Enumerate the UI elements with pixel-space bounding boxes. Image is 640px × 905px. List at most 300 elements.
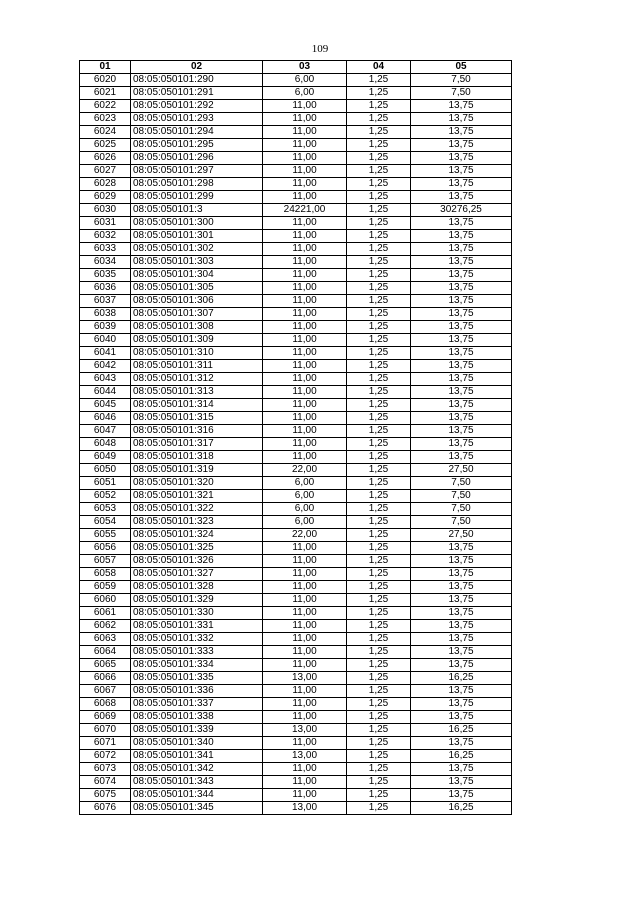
- area-cell: 11,00: [263, 373, 347, 386]
- coefficient-cell: 1,25: [347, 399, 411, 412]
- coefficient-cell: 1,25: [347, 386, 411, 399]
- row-number-cell: 6034: [80, 256, 131, 269]
- table-row: [80, 477, 512, 490]
- area-cell: 11,00: [263, 776, 347, 789]
- row-number-cell: 6072: [80, 750, 131, 763]
- total-cell: 13,75: [411, 451, 512, 464]
- total-cell: 13,75: [411, 360, 512, 373]
- row-number-cell: 6050: [80, 464, 131, 477]
- area-cell: 11,00: [263, 698, 347, 711]
- table-row: [80, 412, 512, 425]
- table-row: [80, 685, 512, 698]
- coefficient-cell: 1,25: [347, 360, 411, 373]
- coefficient-cell: 1,25: [347, 763, 411, 776]
- coefficient-cell: 1,25: [347, 152, 411, 165]
- cadastral-number-cell: 08:05:050101:301: [131, 230, 263, 243]
- table-row: [80, 152, 512, 165]
- coefficient-cell: 1,25: [347, 737, 411, 750]
- cadastral-number-cell: 08:05:050101:313: [131, 386, 263, 399]
- table-row: [80, 490, 512, 503]
- table-row: [80, 191, 512, 204]
- area-cell: 11,00: [263, 191, 347, 204]
- row-number-cell: 6020: [80, 74, 131, 87]
- column-header-05: 05: [411, 61, 512, 74]
- total-cell: 13,75: [411, 412, 512, 425]
- coefficient-cell: 1,25: [347, 568, 411, 581]
- coefficient-cell: 1,25: [347, 347, 411, 360]
- row-number-cell: 6075: [80, 789, 131, 802]
- page-number: 109: [311, 43, 329, 55]
- row-number-cell: 6037: [80, 295, 131, 308]
- cadastral-number-cell: 08:05:050101:299: [131, 191, 263, 204]
- cadastral-number-cell: 08:05:050101:311: [131, 360, 263, 373]
- table-row: [80, 555, 512, 568]
- row-number-cell: 6029: [80, 191, 131, 204]
- row-number-cell: 6043: [80, 373, 131, 386]
- total-cell: 13,75: [411, 269, 512, 282]
- coefficient-cell: 1,25: [347, 204, 411, 217]
- row-number-cell: 6038: [80, 308, 131, 321]
- row-number-cell: 6035: [80, 269, 131, 282]
- row-number-cell: 6060: [80, 594, 131, 607]
- area-cell: 11,00: [263, 243, 347, 256]
- area-cell: 11,00: [263, 425, 347, 438]
- cadastral-number-cell: 08:05:050101:324: [131, 529, 263, 542]
- coefficient-cell: 1,25: [347, 516, 411, 529]
- table-row: [80, 321, 512, 334]
- area-cell: 11,00: [263, 568, 347, 581]
- area-cell: 22,00: [263, 464, 347, 477]
- total-cell: 13,75: [411, 633, 512, 646]
- total-cell: 13,75: [411, 321, 512, 334]
- coefficient-cell: 1,25: [347, 139, 411, 152]
- table-row: [80, 542, 512, 555]
- row-number-cell: 6062: [80, 620, 131, 633]
- coefficient-cell: 1,25: [347, 464, 411, 477]
- row-number-cell: 6039: [80, 321, 131, 334]
- area-cell: 13,00: [263, 802, 347, 815]
- area-cell: 11,00: [263, 321, 347, 334]
- total-cell: 13,75: [411, 373, 512, 386]
- area-cell: 11,00: [263, 217, 347, 230]
- row-number-cell: 6036: [80, 282, 131, 295]
- row-number-cell: 6051: [80, 477, 131, 490]
- total-cell: 13,75: [411, 646, 512, 659]
- area-cell: 11,00: [263, 126, 347, 139]
- total-cell: 13,75: [411, 425, 512, 438]
- cadastral-number-cell: 08:05:050101:322: [131, 503, 263, 516]
- total-cell: 13,75: [411, 165, 512, 178]
- total-cell: 30276,25: [411, 204, 512, 217]
- coefficient-cell: 1,25: [347, 243, 411, 256]
- table-row: [80, 139, 512, 152]
- table-row: [80, 256, 512, 269]
- column-header-02: 02: [131, 61, 263, 74]
- cadastral-number-cell: 08:05:050101:320: [131, 477, 263, 490]
- area-cell: 11,00: [263, 555, 347, 568]
- row-number-cell: 6028: [80, 178, 131, 191]
- row-number-cell: 6058: [80, 568, 131, 581]
- cadastral-number-cell: 08:05:050101:344: [131, 789, 263, 802]
- area-cell: 11,00: [263, 360, 347, 373]
- cadastral-number-cell: 08:05:050101:307: [131, 308, 263, 321]
- area-cell: 6,00: [263, 477, 347, 490]
- table-row: [80, 451, 512, 464]
- table-row: [80, 581, 512, 594]
- total-cell: 7,50: [411, 477, 512, 490]
- row-number-cell: 6048: [80, 438, 131, 451]
- coefficient-cell: 1,25: [347, 789, 411, 802]
- area-cell: 11,00: [263, 139, 347, 152]
- cadastral-number-cell: 08:05:050101:304: [131, 269, 263, 282]
- table-row: [80, 750, 512, 763]
- area-cell: 11,00: [263, 438, 347, 451]
- area-cell: 11,00: [263, 100, 347, 113]
- total-cell: 13,75: [411, 542, 512, 555]
- coefficient-cell: 1,25: [347, 295, 411, 308]
- coefficient-cell: 1,25: [347, 542, 411, 555]
- row-number-cell: 6047: [80, 425, 131, 438]
- coefficient-cell: 1,25: [347, 191, 411, 204]
- table-row: [80, 568, 512, 581]
- area-cell: 11,00: [263, 308, 347, 321]
- total-cell: 13,75: [411, 178, 512, 191]
- total-cell: 13,75: [411, 399, 512, 412]
- coefficient-cell: 1,25: [347, 74, 411, 87]
- total-cell: 13,75: [411, 620, 512, 633]
- total-cell: 13,75: [411, 438, 512, 451]
- table-row: [80, 659, 512, 672]
- coefficient-cell: 1,25: [347, 503, 411, 516]
- row-number-cell: 6027: [80, 165, 131, 178]
- cadastral-number-cell: 08:05:050101:343: [131, 776, 263, 789]
- row-number-cell: 6025: [80, 139, 131, 152]
- area-cell: 6,00: [263, 490, 347, 503]
- total-cell: 13,75: [411, 555, 512, 568]
- total-cell: 13,75: [411, 347, 512, 360]
- cadastral-number-cell: 08:05:050101:342: [131, 763, 263, 776]
- total-cell: 13,75: [411, 217, 512, 230]
- table-row: [80, 204, 512, 217]
- row-number-cell: 6061: [80, 607, 131, 620]
- coefficient-cell: 1,25: [347, 451, 411, 464]
- row-number-cell: 6030: [80, 204, 131, 217]
- area-cell: 11,00: [263, 334, 347, 347]
- cadastral-number-cell: 08:05:050101:314: [131, 399, 263, 412]
- cadastral-number-cell: 08:05:050101:332: [131, 633, 263, 646]
- coefficient-cell: 1,25: [347, 581, 411, 594]
- column-header-04: 04: [347, 61, 411, 74]
- table-row: [80, 503, 512, 516]
- row-number-cell: 6055: [80, 529, 131, 542]
- coefficient-cell: 1,25: [347, 685, 411, 698]
- area-cell: 11,00: [263, 581, 347, 594]
- table-row: [80, 802, 512, 815]
- coefficient-cell: 1,25: [347, 529, 411, 542]
- coefficient-cell: 1,25: [347, 555, 411, 568]
- cadastral-number-cell: 08:05:050101:290: [131, 74, 263, 87]
- cadastral-number-cell: 08:05:050101:327: [131, 568, 263, 581]
- coefficient-cell: 1,25: [347, 217, 411, 230]
- area-cell: 6,00: [263, 503, 347, 516]
- total-cell: 16,25: [411, 724, 512, 737]
- cadastral-number-cell: 08:05:050101:295: [131, 139, 263, 152]
- cadastral-number-cell: 08:05:050101:291: [131, 87, 263, 100]
- table-row: [80, 711, 512, 724]
- table-row: [80, 243, 512, 256]
- coefficient-cell: 1,25: [347, 633, 411, 646]
- cadastral-number-cell: 08:05:050101:317: [131, 438, 263, 451]
- coefficient-cell: 1,25: [347, 594, 411, 607]
- coefficient-cell: 1,25: [347, 646, 411, 659]
- total-cell: 13,75: [411, 113, 512, 126]
- row-number-cell: 6057: [80, 555, 131, 568]
- row-number-cell: 6073: [80, 763, 131, 776]
- area-cell: 11,00: [263, 594, 347, 607]
- total-cell: 13,75: [411, 386, 512, 399]
- area-cell: 11,00: [263, 542, 347, 555]
- table-row: [80, 269, 512, 282]
- table-row: [80, 438, 512, 451]
- total-cell: 13,75: [411, 295, 512, 308]
- coefficient-cell: 1,25: [347, 776, 411, 789]
- table-row: [80, 230, 512, 243]
- table-row: [80, 698, 512, 711]
- cadastral-number-cell: 08:05:050101:321: [131, 490, 263, 503]
- total-cell: 13,75: [411, 139, 512, 152]
- row-number-cell: 6040: [80, 334, 131, 347]
- table-row: [80, 399, 512, 412]
- total-cell: 16,25: [411, 672, 512, 685]
- table-row: [80, 386, 512, 399]
- table-row: [80, 282, 512, 295]
- total-cell: 13,75: [411, 100, 512, 113]
- coefficient-cell: 1,25: [347, 438, 411, 451]
- cadastral-number-cell: 08:05:050101:319: [131, 464, 263, 477]
- coefficient-cell: 1,25: [347, 724, 411, 737]
- cadastral-number-cell: 08:05:050101:337: [131, 698, 263, 711]
- total-cell: 7,50: [411, 74, 512, 87]
- cadastral-number-cell: 08:05:050101:338: [131, 711, 263, 724]
- coefficient-cell: 1,25: [347, 321, 411, 334]
- total-cell: 13,75: [411, 230, 512, 243]
- table-row: [80, 672, 512, 685]
- cadastral-number-cell: 08:05:050101:296: [131, 152, 263, 165]
- total-cell: 13,75: [411, 737, 512, 750]
- row-number-cell: 6023: [80, 113, 131, 126]
- cadastral-number-cell: 08:05:050101:333: [131, 646, 263, 659]
- row-number-cell: 6064: [80, 646, 131, 659]
- row-number-cell: 6041: [80, 347, 131, 360]
- row-number-cell: 6026: [80, 152, 131, 165]
- cadastral-number-cell: 08:05:050101:294: [131, 126, 263, 139]
- total-cell: 13,75: [411, 789, 512, 802]
- area-cell: 11,00: [263, 256, 347, 269]
- area-cell: 11,00: [263, 763, 347, 776]
- cadastral-number-cell: 08:05:050101:3: [131, 204, 263, 217]
- area-cell: 11,00: [263, 789, 347, 802]
- coefficient-cell: 1,25: [347, 607, 411, 620]
- table-row: [80, 607, 512, 620]
- area-cell: 11,00: [263, 607, 347, 620]
- table-row: [80, 126, 512, 139]
- table-row: [80, 737, 512, 750]
- cadastral-number-cell: 08:05:050101:325: [131, 542, 263, 555]
- total-cell: 27,50: [411, 529, 512, 542]
- area-cell: 11,00: [263, 412, 347, 425]
- cadastral-number-cell: 08:05:050101:331: [131, 620, 263, 633]
- row-number-cell: 6046: [80, 412, 131, 425]
- area-cell: 6,00: [263, 74, 347, 87]
- cadastral-number-cell: 08:05:050101:308: [131, 321, 263, 334]
- area-cell: 11,00: [263, 295, 347, 308]
- area-cell: 11,00: [263, 646, 347, 659]
- cadastral-number-cell: 08:05:050101:302: [131, 243, 263, 256]
- area-cell: 11,00: [263, 230, 347, 243]
- table-row: [80, 373, 512, 386]
- table-row: [80, 646, 512, 659]
- area-cell: 11,00: [263, 633, 347, 646]
- area-cell: 11,00: [263, 165, 347, 178]
- area-cell: 13,00: [263, 750, 347, 763]
- total-cell: 13,75: [411, 191, 512, 204]
- coefficient-cell: 1,25: [347, 490, 411, 503]
- total-cell: 7,50: [411, 503, 512, 516]
- area-cell: 13,00: [263, 724, 347, 737]
- row-number-cell: 6053: [80, 503, 131, 516]
- table-row: [80, 594, 512, 607]
- coefficient-cell: 1,25: [347, 256, 411, 269]
- table-row: [80, 516, 512, 529]
- row-number-cell: 6042: [80, 360, 131, 373]
- row-number-cell: 6022: [80, 100, 131, 113]
- table-row: [80, 360, 512, 373]
- coefficient-cell: 1,25: [347, 308, 411, 321]
- total-cell: 16,25: [411, 802, 512, 815]
- total-cell: 13,75: [411, 308, 512, 321]
- area-cell: 11,00: [263, 178, 347, 191]
- cadastral-number-cell: 08:05:050101:292: [131, 100, 263, 113]
- area-cell: 11,00: [263, 152, 347, 165]
- row-number-cell: 6032: [80, 230, 131, 243]
- area-cell: 11,00: [263, 620, 347, 633]
- total-cell: 13,75: [411, 243, 512, 256]
- total-cell: 13,75: [411, 607, 512, 620]
- cadastral-number-cell: 08:05:050101:310: [131, 347, 263, 360]
- table-row: [80, 529, 512, 542]
- table-row: [80, 74, 512, 87]
- cadastral-number-cell: 08:05:050101:336: [131, 685, 263, 698]
- total-cell: 13,75: [411, 126, 512, 139]
- table-row: [80, 295, 512, 308]
- coefficient-cell: 1,25: [347, 100, 411, 113]
- cadastral-number-cell: 08:05:050101:297: [131, 165, 263, 178]
- row-number-cell: 6074: [80, 776, 131, 789]
- total-cell: 27,50: [411, 464, 512, 477]
- area-cell: 11,00: [263, 282, 347, 295]
- total-cell: 13,75: [411, 698, 512, 711]
- total-cell: 7,50: [411, 87, 512, 100]
- table-row: [80, 347, 512, 360]
- coefficient-cell: 1,25: [347, 698, 411, 711]
- row-number-cell: 6069: [80, 711, 131, 724]
- total-cell: 13,75: [411, 568, 512, 581]
- coefficient-cell: 1,25: [347, 477, 411, 490]
- cadastral-number-cell: 08:05:050101:340: [131, 737, 263, 750]
- cadastral-number-cell: 08:05:050101:323: [131, 516, 263, 529]
- cadastral-number-cell: 08:05:050101:341: [131, 750, 263, 763]
- cadastral-number-cell: 08:05:050101:315: [131, 412, 263, 425]
- coefficient-cell: 1,25: [347, 230, 411, 243]
- row-number-cell: 6066: [80, 672, 131, 685]
- total-cell: 16,25: [411, 750, 512, 763]
- coefficient-cell: 1,25: [347, 165, 411, 178]
- cadastral-number-cell: 08:05:050101:328: [131, 581, 263, 594]
- area-cell: 11,00: [263, 113, 347, 126]
- row-number-cell: 6024: [80, 126, 131, 139]
- cadastral-number-cell: 08:05:050101:316: [131, 425, 263, 438]
- area-cell: 11,00: [263, 737, 347, 750]
- area-cell: 11,00: [263, 659, 347, 672]
- table-row: [80, 165, 512, 178]
- coefficient-cell: 1,25: [347, 711, 411, 724]
- total-cell: 13,75: [411, 581, 512, 594]
- table-row: [80, 425, 512, 438]
- area-cell: 11,00: [263, 269, 347, 282]
- table-row: [80, 334, 512, 347]
- row-number-cell: 6065: [80, 659, 131, 672]
- total-cell: 13,75: [411, 659, 512, 672]
- table-row: [80, 763, 512, 776]
- row-number-cell: 6063: [80, 633, 131, 646]
- area-cell: 24221,00: [263, 204, 347, 217]
- total-cell: 13,75: [411, 256, 512, 269]
- coefficient-cell: 1,25: [347, 425, 411, 438]
- coefficient-cell: 1,25: [347, 178, 411, 191]
- coefficient-cell: 1,25: [347, 269, 411, 282]
- row-number-cell: 6021: [80, 87, 131, 100]
- table-row: [80, 87, 512, 100]
- cadastral-number-cell: 08:05:050101:303: [131, 256, 263, 269]
- cadastral-number-cell: 08:05:050101:305: [131, 282, 263, 295]
- coefficient-cell: 1,25: [347, 750, 411, 763]
- table-row: [80, 620, 512, 633]
- row-number-cell: 6052: [80, 490, 131, 503]
- total-cell: 13,75: [411, 334, 512, 347]
- table-row: [80, 633, 512, 646]
- cadastral-number-cell: 08:05:050101:306: [131, 295, 263, 308]
- area-cell: 22,00: [263, 529, 347, 542]
- total-cell: 13,75: [411, 152, 512, 165]
- coefficient-cell: 1,25: [347, 282, 411, 295]
- data-table: [79, 60, 512, 815]
- cadastral-number-cell: 08:05:050101:298: [131, 178, 263, 191]
- coefficient-cell: 1,25: [347, 802, 411, 815]
- row-number-cell: 6076: [80, 802, 131, 815]
- cadastral-number-cell: 08:05:050101:330: [131, 607, 263, 620]
- row-number-cell: 6070: [80, 724, 131, 737]
- cadastral-number-cell: 08:05:050101:329: [131, 594, 263, 607]
- table-row: [80, 789, 512, 802]
- coefficient-cell: 1,25: [347, 113, 411, 126]
- total-cell: 7,50: [411, 516, 512, 529]
- cadastral-number-cell: 08:05:050101:345: [131, 802, 263, 815]
- total-cell: 7,50: [411, 490, 512, 503]
- table-row: [80, 308, 512, 321]
- total-cell: 13,75: [411, 763, 512, 776]
- cadastral-number-cell: 08:05:050101:335: [131, 672, 263, 685]
- column-header-03: 03: [263, 61, 347, 74]
